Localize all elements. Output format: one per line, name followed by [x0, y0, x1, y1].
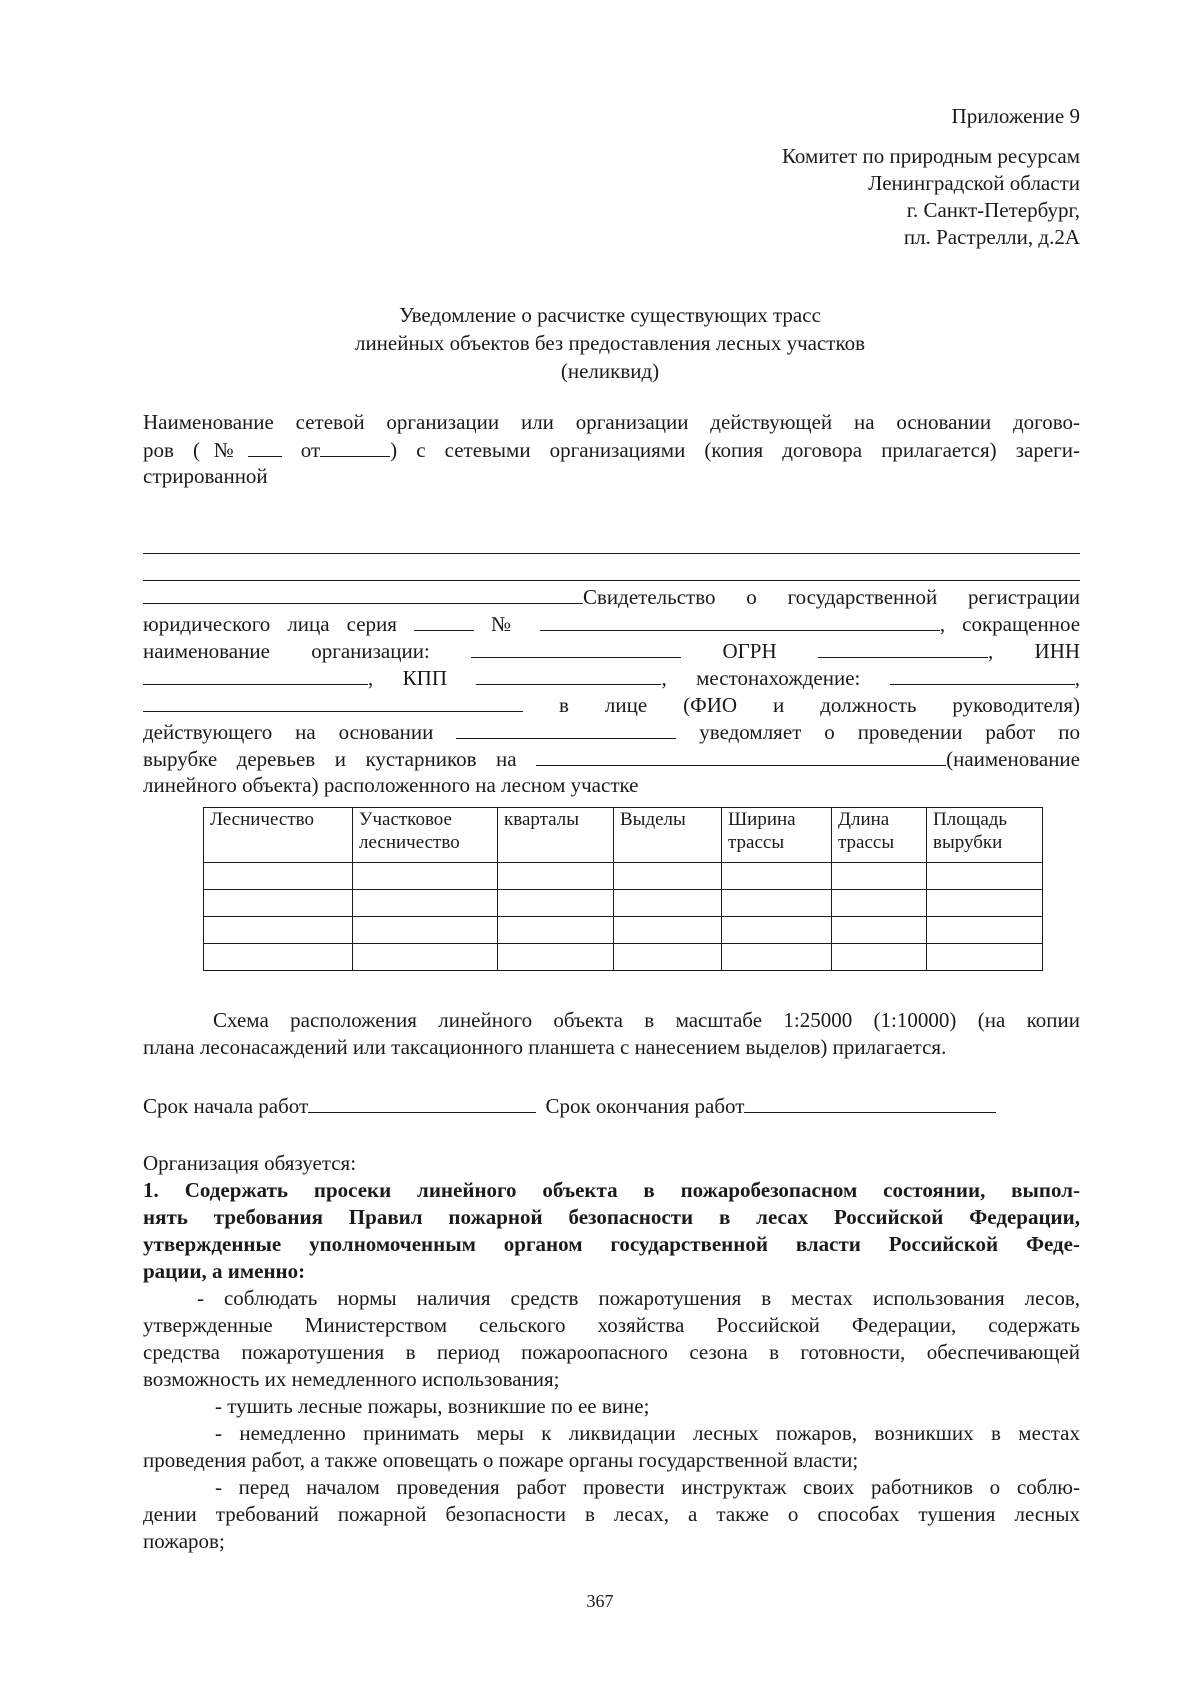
obligation-paragraph-2: - тушить лесные пожары, возникшие по ее вине; [215, 1394, 650, 1418]
column-header: Участковое лесничество [353, 808, 498, 863]
table-cell[interactable] [614, 944, 722, 971]
table-header-row [204, 808, 1043, 863]
table-cell[interactable] [498, 863, 614, 890]
table-cell[interactable] [498, 890, 614, 917]
table-cell[interactable] [353, 917, 498, 944]
obligation-line: утвержденные уполномоченным органом государственной власти Российской Феде- [143, 1232, 1080, 1256]
title-line: Уведомление о расчистке существующих трасс [399, 303, 821, 327]
page-number [500, 1588, 700, 1615]
org-name-blank-2[interactable] [143, 580, 1080, 581]
linear-object-blank[interactable] [536, 745, 946, 766]
form-text: , [987, 639, 994, 663]
table-cell[interactable] [204, 890, 353, 917]
inn-blank[interactable] [143, 664, 368, 685]
form-line-8: линейного объекта) расположенного на лесном участке [143, 773, 639, 797]
table-cell[interactable] [722, 944, 832, 971]
table-cell[interactable] [927, 917, 1043, 944]
obligation-line: нять требования Правил пожарной безопасности в лесах Российской Федерации, [143, 1205, 1080, 1229]
document-title [150, 301, 1070, 385]
registration-form [143, 583, 1080, 799]
table-cell[interactable] [927, 890, 1043, 917]
form-text: , [661, 666, 667, 690]
table-cell[interactable] [832, 890, 927, 917]
addressee-line: г. Санкт-Петербург, [906, 198, 1080, 222]
title-line: линейных объектов без предоставления лесных участков [354, 331, 866, 355]
obligation-item-1 [143, 1177, 1080, 1285]
obligation-paragraph-3 [143, 1420, 1080, 1474]
table-cell[interactable] [927, 944, 1043, 971]
addressee-line: Ленинградской области [868, 171, 1080, 195]
form-text: ИНН [1034, 639, 1081, 663]
form-text: уведомляет о проведении работ по [699, 720, 1081, 744]
start-date-blank[interactable] [308, 1092, 536, 1113]
intro-paragraph [143, 409, 1080, 490]
intro-text: ров (№ [143, 438, 248, 462]
form-text: вырубке деревьев и кустарников на [143, 747, 517, 771]
column-header: Лесничество [204, 808, 353, 863]
location-blank-2[interactable] [143, 691, 523, 712]
table-cell[interactable] [498, 917, 614, 944]
column-header: Длина трассы [832, 808, 927, 863]
obligation-paragraph-4 [143, 1474, 1080, 1555]
form-text: Свидетельство о государственной регистрации [583, 585, 1080, 609]
table-row [204, 917, 1043, 944]
table-cell[interactable] [353, 890, 498, 917]
table-cell[interactable] [204, 917, 353, 944]
table-cell[interactable] [204, 944, 353, 971]
obligation-paragraph-line: - перед началом проведения работ провести инструктаж своих работников о соблю- [215, 1475, 1080, 1499]
obligation-paragraph-line: средства пожаротушения в период пожароопасного сезона в готовности, обеспечивающей [143, 1340, 1080, 1364]
column-header: Выделы [614, 808, 722, 863]
obligation-paragraph-line: возможность их немедленного использования; [143, 1367, 560, 1391]
table-cell[interactable] [614, 863, 722, 890]
ogrn-blank[interactable] [818, 637, 988, 658]
obligation-paragraph-line: дении требований пожарной безопасности в лесах, а также о способах тушения лесных [143, 1502, 1080, 1526]
intro-line-2 [143, 436, 1080, 463]
table-cell[interactable] [722, 863, 832, 890]
org-name-blank-1[interactable] [143, 553, 1080, 554]
form-text: ОГРН [722, 639, 777, 663]
table-cell[interactable] [614, 917, 722, 944]
table-cell[interactable] [722, 917, 832, 944]
table-cell[interactable] [832, 863, 927, 890]
appendix-text: Приложение 9 [951, 104, 1080, 128]
table-cell[interactable] [614, 890, 722, 917]
title-line: (неликвид) [560, 359, 660, 383]
form-text: , сокращенное [939, 612, 1081, 636]
scheme-line: плана лесонасаждений или таксационного планшета с нанесением выделов) прилагается. [143, 1035, 947, 1059]
form-text: № [491, 612, 523, 636]
obligation-paragraph-line: проведения работ, а также оповещать о пожаре органы государственной власти; [143, 1448, 859, 1472]
work-terms [143, 1092, 1080, 1120]
obligation-paragraph-line: пожаров; [143, 1529, 225, 1553]
form-text: (наименование [946, 747, 1080, 771]
obligation-line: рации, а именно: [143, 1259, 306, 1283]
table-cell[interactable] [927, 863, 1043, 890]
start-term-label: Срок начала работ [143, 1094, 309, 1118]
obligation-text: Содержать просеки линейного объекта в пожаробезопасном состоянии, выпол- [184, 1178, 1080, 1202]
obligation-paragraph-line: - соблюдать нормы наличия средств пожаротушения в местах использования лесов, [197, 1286, 1080, 1310]
obligation-number: 1. [143, 1178, 159, 1202]
obligations-heading: Организация обязуется: [143, 1151, 357, 1175]
form-line-7 [143, 745, 1080, 772]
obligation-paragraph-line: утвержденные Министерством сельского хозяйства Российской Федерации, содержать [143, 1313, 1080, 1337]
form-text: наименование организации: [143, 639, 430, 663]
column-header: Ширина трассы [722, 808, 832, 863]
form-text: в лице (ФИО и должность руководителя) [558, 693, 1080, 717]
appendix-label [700, 103, 1080, 130]
intro-text: от [300, 438, 321, 462]
obligations-section [143, 1150, 1080, 1555]
form-line-4 [143, 664, 1080, 691]
obligation-line [143, 1177, 1080, 1204]
form-line-3 [143, 637, 1080, 664]
column-header: Площадь вырубки [927, 808, 1043, 863]
org-name-blank-3[interactable] [143, 583, 583, 604]
end-term-label: Срок окончания работ [545, 1094, 745, 1118]
form-line-5 [143, 691, 1080, 718]
basis-blank[interactable] [456, 718, 676, 739]
table-row [204, 890, 1043, 917]
addressee-line: пл. Растрелли, д.2А [903, 225, 1080, 249]
form-text: , [368, 666, 374, 690]
table-cell[interactable] [498, 944, 614, 971]
table-cell[interactable] [353, 944, 498, 971]
end-date-blank[interactable] [744, 1092, 996, 1113]
column-header: кварталы [498, 808, 614, 863]
addressee-line: Комитет по природным ресурсам [781, 144, 1080, 168]
scheme-paragraph [143, 1007, 1080, 1061]
scheme-line: Схема расположения линейного объекта в масштабе 1:25000 (1:10000) (на копии [213, 1008, 1080, 1032]
addressee-block [600, 143, 1080, 251]
form-text: действующего на основании [143, 720, 434, 744]
form-line-1 [143, 583, 1080, 610]
intro-line: стрированной [143, 464, 268, 488]
kpp-blank[interactable] [476, 664, 661, 685]
series-blank[interactable] [414, 610, 474, 631]
form-line-6 [143, 718, 1080, 745]
form-line-2 [143, 610, 1080, 637]
page-number-text: 367 [586, 1591, 614, 1611]
short-name-blank[interactable] [471, 637, 681, 658]
form-text: местонахождение: [696, 666, 861, 690]
table-cell[interactable] [353, 863, 498, 890]
obligation-paragraph-1 [143, 1285, 1080, 1393]
contract-number-blank[interactable] [248, 436, 282, 457]
obligation-paragraph-line: - немедленно принимать меры к ликвидации лесных пожаров, возникших в местах [215, 1421, 1080, 1445]
contract-date-blank[interactable] [320, 436, 390, 457]
form-text: КПП [402, 666, 448, 690]
form-text: , [1074, 666, 1081, 690]
cert-number-blank[interactable] [540, 610, 940, 631]
location-blank[interactable] [890, 664, 1075, 685]
table-row [204, 863, 1043, 890]
table-cell[interactable] [722, 890, 832, 917]
forest-plot-table [203, 807, 1043, 971]
table-cell[interactable] [832, 944, 927, 971]
intro-line: Наименование сетевой организации или организации действующей на основании догово- [143, 410, 1080, 434]
form-text: юридического лица серия [143, 612, 397, 636]
table-row [204, 944, 1043, 971]
table-cell[interactable] [204, 863, 353, 890]
table-cell[interactable] [832, 917, 927, 944]
intro-text: ) с сетевыми организациями (копия договора прилагается) зареги- [390, 438, 1080, 462]
